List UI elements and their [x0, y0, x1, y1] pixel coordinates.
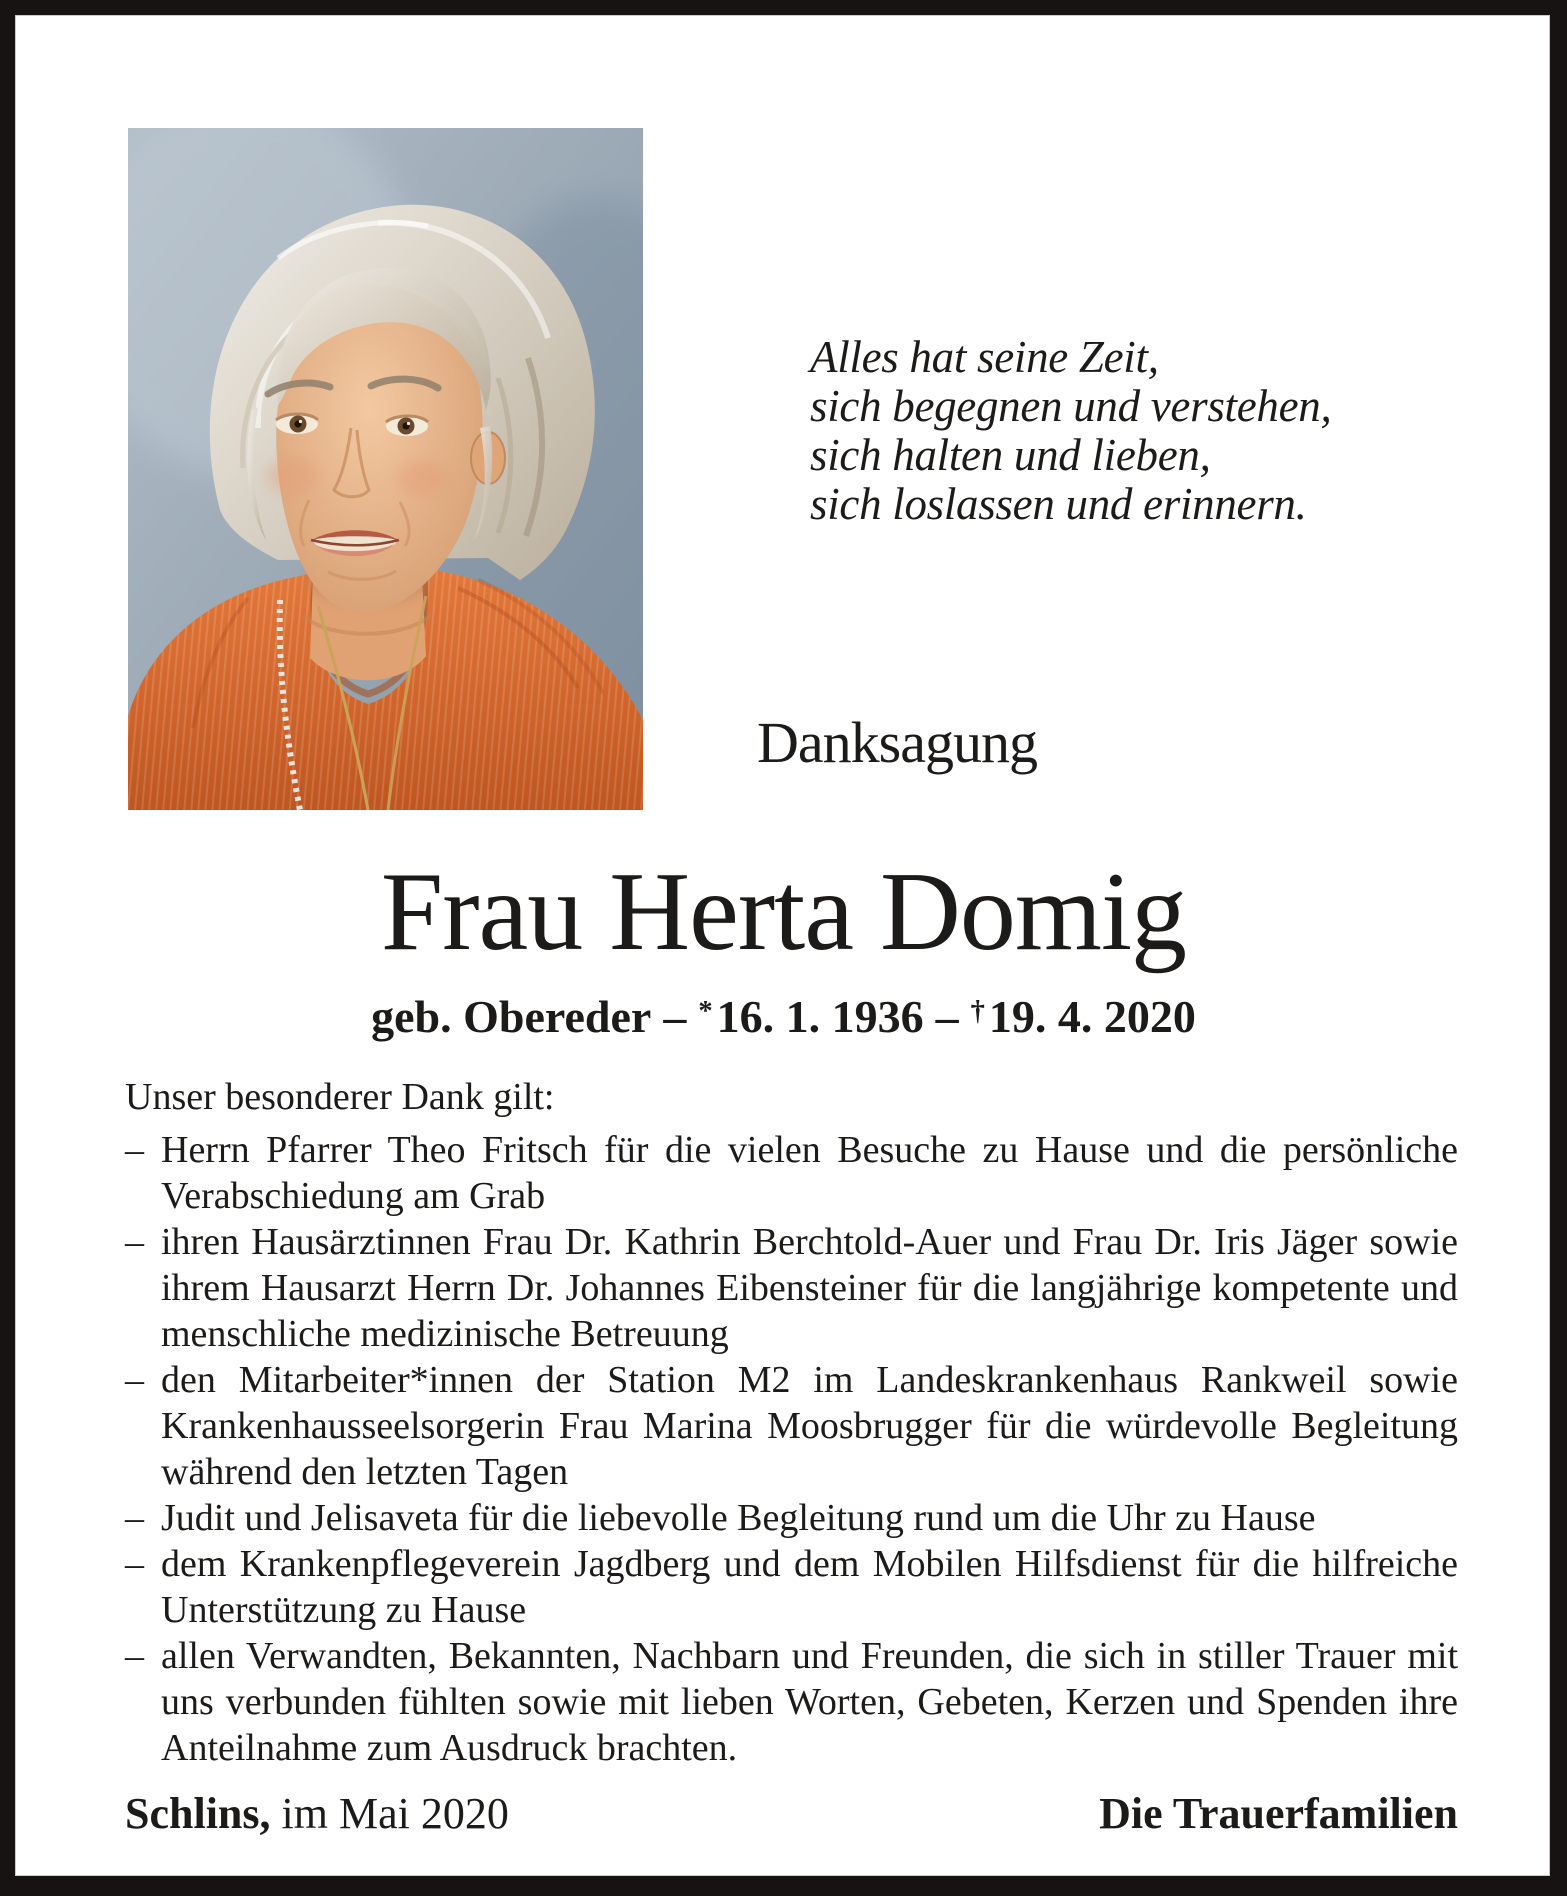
death-symbol: †	[970, 996, 985, 1028]
place: Schlins,	[125, 1789, 271, 1838]
bullet-dash: –	[125, 1497, 144, 1539]
thanks-item-text: allen Verwandten, Bekannten, Nachbarn und Freunden, die sich in stiller Trauer mit uns verbunden fühlten sowie mit lieben Worten, Gebeten, Kerzen und Spenden ihre Anteilnahme zum Ausdruck brachten.	[161, 1635, 1458, 1769]
acknowledgements	[125, 1074, 1458, 1771]
thanks-item-text: Herrn Pfarrer Theo Fritsch für die vielen Besuche zu Hause und die persönliche Verabschiedung am Grab	[161, 1129, 1458, 1217]
thanks-item	[125, 1541, 1458, 1633]
bullet-dash: –	[125, 1129, 144, 1171]
thanks-item-text: dem Krankenpflegeverein Jagdberg und dem Mobilen Hilfsdienst für die hilfreiche Unterstützung zu Hause	[161, 1543, 1458, 1631]
poem	[810, 333, 1331, 529]
poem-line: sich loslassen und erinnern.	[810, 479, 1307, 529]
thanks-item-text: Judit und Jelisaveta für die liebevolle Begleitung rund um die Uhr zu Hause	[161, 1497, 1316, 1539]
thanks-item	[125, 1127, 1458, 1219]
thanks-item	[125, 1357, 1458, 1495]
thanks-item	[125, 1633, 1458, 1771]
bullet-dash: –	[125, 1635, 144, 1677]
card-type-heading: Danksagung	[757, 710, 1037, 775]
thanks-item	[125, 1495, 1458, 1541]
dash-separator: –	[935, 991, 959, 1042]
thanks-item-text: den Mitarbeiter*innen der Station M2 im Landeskrankenhaus Rankweil sowie Krankenhausseelsorgerin Frau Marina Moosbrugger für die würdevolle Begleitung während den letzten Tagen	[161, 1359, 1458, 1493]
portrait-photo	[128, 128, 643, 810]
thanks-item-text: ihren Hausärztinnen Frau Dr. Kathrin Berchtold-Auer und Frau Dr. Iris Jäger sowie ihrem Hausarzt Herrn Dr. Johannes Eibensteiner für die langjährige kompetente und menschliche medizinische Betreuung	[161, 1221, 1458, 1355]
maiden-name: geb. Obereder	[371, 991, 652, 1042]
bullet-dash: –	[125, 1221, 144, 1263]
birth-symbol: *	[698, 996, 713, 1028]
birth-date: 16. 1. 1936	[716, 991, 924, 1042]
death-date: 19. 4. 2020	[988, 991, 1196, 1042]
poem-line: sich halten und lieben,	[810, 430, 1211, 480]
life-dates	[0, 992, 1567, 1043]
poem-line: Alles hat seine Zeit,	[810, 332, 1159, 382]
bullet-dash: –	[125, 1543, 144, 1585]
thanks-item	[125, 1219, 1458, 1357]
place-date	[125, 1790, 509, 1838]
dash-separator: –	[663, 991, 687, 1042]
bullet-dash: –	[125, 1359, 144, 1401]
date: im Mai 2020	[281, 1789, 509, 1838]
poem-line: sich begegnen und verstehen,	[810, 381, 1332, 431]
deceased-name: Frau Herta Domig	[380, 850, 1187, 974]
signature: Die Trauerfamilien	[1099, 1789, 1458, 1838]
thanks-intro: Unser besonderer Dank gilt:	[125, 1076, 555, 1118]
card-footer	[125, 1790, 1458, 1838]
